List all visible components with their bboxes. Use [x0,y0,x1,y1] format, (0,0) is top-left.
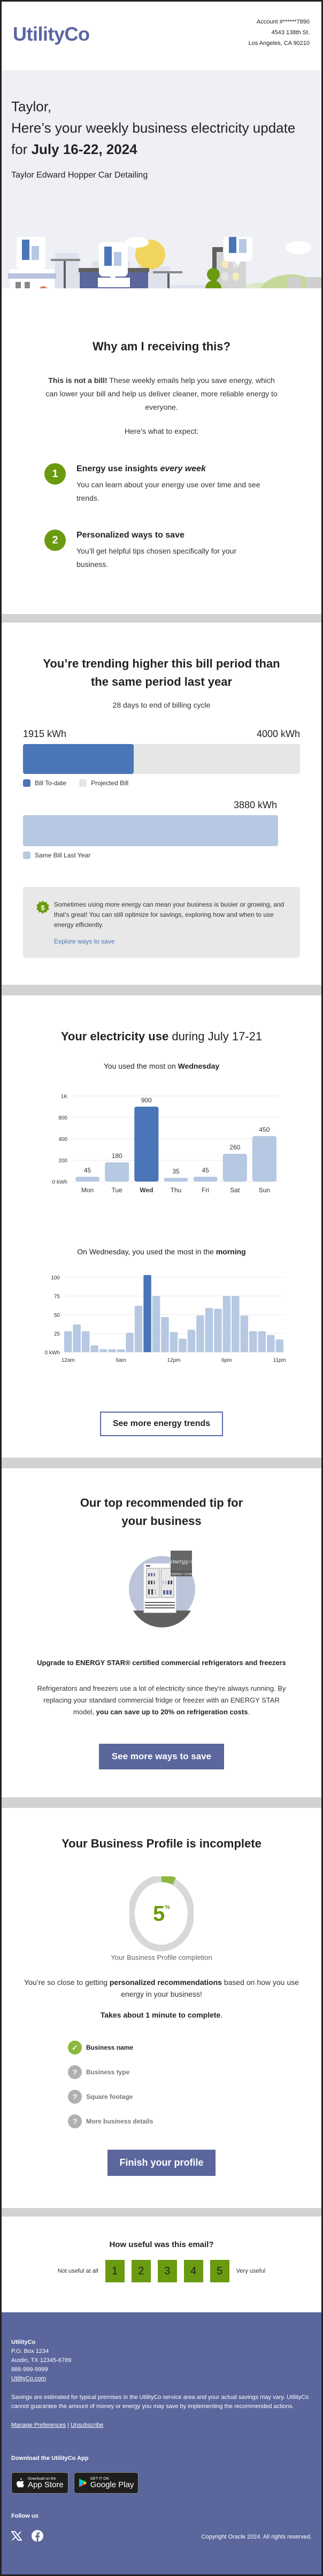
tip-body [23,1683,300,1718]
hourly-prefix: On Wednesday, you used the most in the [77,1247,216,1256]
svg-text:100: 100 [51,1275,60,1281]
time-bold: Takes about 1 minute to complete [100,2011,221,2019]
chart-bubble-icon [17,237,45,273]
lead-plain: You’re so close to getting [24,1978,110,1987]
why-lead [44,374,279,414]
chart-bubble-icon [224,237,252,266]
svg-text:Mon: Mon [81,1186,94,1194]
tip-body-plain: Refrigerators and freezers use a lot of electricity since they're always running. By replacing your standard commercial fridge or freezer with an ENERGY STAR model, [37,1684,286,1716]
svg-text:400: 400 [58,1137,67,1143]
projected-swatch [79,779,87,787]
step-desc: You can learn about your energy use over time and see trends. [76,480,260,502]
tip-body-bold: you can save up to 20% on refrigeration costs [96,1708,248,1716]
rating-option-1[interactable]: 1 [105,2260,125,2282]
step-number-icon: 2 [44,530,66,551]
svg-text:energy☆: energy☆ [169,1559,194,1565]
svg-text:11pm: 11pm [273,1358,286,1363]
usage-title-bold: Your electricity use [60,1030,169,1043]
question-icon: ? [68,2090,82,2104]
daily-prefix: You used the most on [103,1062,178,1070]
rating-scale [2,2260,321,2282]
step-title-plain: Personalized ways to save [76,531,184,540]
footer-company: UtilityCo [11,2339,36,2345]
checklist-label: More business details [86,2118,153,2125]
not-a-bill: This is not a bill! [48,376,107,385]
percent-value: 5 [152,1902,165,1926]
svg-text:1K: 1K [60,1094,67,1100]
steps-list [44,463,300,571]
time-end: . [220,2011,223,2019]
checklist-item[interactable] [68,2090,300,2104]
legend-last-year: Same Bill Last Year [35,852,91,859]
why-title: Why am I receiving this? [93,340,230,353]
svg-text:0 kWh: 0 kWh [52,1179,67,1185]
footer-city: Austin, TX 12345-6789 [11,2357,72,2364]
app-store-button[interactable] [11,2472,68,2494]
svg-text:Sun: Sun [258,1186,271,1194]
footer-phone: 888-999-9999 [11,2366,48,2373]
svg-text:Sat: Sat [230,1186,240,1194]
svg-text:260: 260 [229,1144,241,1151]
appstore-big: App Store [28,2480,64,2489]
rating-option-5[interactable]: 5 [210,2260,229,2282]
last-year-bar [23,815,278,846]
step-number-icon: 1 [44,463,66,485]
svg-text:6am: 6am [116,1358,126,1363]
step-item [44,530,300,571]
tip-body-end: . [248,1708,250,1716]
footer-po: P.O. Box 1234 [11,2348,49,2355]
section-divider [2,2208,321,2217]
usage-section [2,995,321,1458]
profile-checklist [68,2041,300,2128]
app-store-badges [11,2472,312,2494]
facebook-icon[interactable] [32,2530,43,2543]
question-icon: ? [68,2114,82,2128]
section-divider [2,985,321,995]
svg-text:200: 200 [58,1158,67,1164]
checklist-label: Business name [86,2044,134,2051]
finish-profile-button[interactable]: Finish your profile [107,2150,215,2176]
billing-cycle: 28 days to end of billing cycle [112,701,211,709]
checklist-label: Square footage [86,2093,133,2100]
svg-text:25: 25 [53,1331,60,1337]
rating-option-2[interactable]: 2 [132,2260,151,2282]
tip-title: Our top recommended tip for your business [80,1496,243,1528]
question-icon: ? [68,2065,82,2079]
svg-text:45: 45 [202,1167,209,1174]
business-name: Taylor Edward Hopper Car Detailing [11,171,148,180]
checklist-item[interactable] [68,2114,300,2128]
hourly-bold: morning [216,1247,246,1256]
google-play-icon [79,2478,87,2488]
checklist-item[interactable] [68,2065,300,2079]
usage-title [23,1028,300,1046]
svg-text:50: 50 [53,1313,60,1318]
svg-text:75: 75 [53,1294,60,1300]
projected-kwh: 4000 kWh [256,729,300,739]
daily-usage-chart [39,1081,284,1209]
daily-bold: Wednesday [178,1062,220,1070]
last-year-swatch [23,852,30,859]
time-estimate [23,2011,300,2019]
unsubscribe-link[interactable]: Unsubscribe [71,2422,104,2428]
check-icon: ✓ [68,2041,82,2054]
explore-ways-link[interactable]: Explore ways to save [54,938,115,945]
svg-text:6pm: 6pm [221,1358,232,1363]
section-divider [2,614,321,623]
recommended-tip-section [2,1468,321,1797]
hourly-usage-chart [33,1267,290,1374]
step-item [44,463,300,505]
town-illustration [2,237,321,288]
download-app-label: Download the UtilityCo App [11,2455,89,2462]
rating-low-label: Not useful at all [57,2268,98,2274]
google-play-button[interactable] [74,2472,139,2494]
svg-text:0 kWh: 0 kWh [44,1350,60,1356]
hero-banner [2,70,321,288]
legend-to-date: Bill To-date [35,779,67,787]
svg-text:180: 180 [111,1152,122,1160]
x-twitter-icon[interactable] [11,2531,22,2542]
title-prefix: Here’s your weekly business electricity update for [11,120,296,157]
completion-caption: Your Business Profile completion [111,1953,212,1961]
svg-text:12am: 12am [61,1358,75,1363]
see-more-trends-button[interactable]: See more energy trends [100,1412,223,1436]
checklist-item[interactable] [68,2041,300,2054]
social-icons [11,2530,43,2543]
step-desc: You’ll get helpful tips chosen specifically for your business. [76,547,237,569]
why-section [2,288,321,614]
to-date-kwh: 1915 kWh [23,729,67,739]
completion-percent [129,1902,194,1926]
dollar-badge-icon [36,901,50,915]
title-date: July 16-22, 2024 [31,141,137,157]
feedback-section [2,2217,321,2312]
utilityco-logo[interactable]: UtilityCo [13,23,90,45]
feedback-question: How useful was this email? [109,2240,214,2249]
hero-title [11,96,312,160]
gplay-big: Google Play [90,2480,134,2489]
svg-text:35: 35 [172,1168,180,1175]
insight-tip-box [23,887,300,958]
apple-icon [16,2478,25,2488]
svg-text:12pm: 12pm [167,1358,181,1363]
chart-bubble-icon [99,242,128,281]
svg-text:Thu: Thu [170,1186,182,1194]
manage-preferences-link[interactable]: Manage Preferences [11,2422,66,2428]
percent-sign: % [165,1904,171,1911]
account-city: Los Angeles, CA 90210 [248,40,310,47]
tip-headline: Upgrade to ENERGY STAR® certified commercial refrigerators and freezers [37,1659,286,1667]
expect-label: Here’s what to expect: [124,427,199,435]
why-lead-text: These weekly emails help you save energy, which can lower your bill and help us deliver cleaner, more reliable energy to everyone. [45,376,278,411]
last-year-kwh: 3880 kWh [233,800,277,810]
rating-option-4[interactable]: 4 [184,2260,203,2282]
svg-text:45: 45 [83,1167,91,1174]
usage-title-rest: during July 17-21 [168,1030,263,1043]
checklist-label: Business type [86,2068,130,2076]
last-year-legend [23,852,300,859]
footer-links [11,2422,312,2428]
profile-completion-donut [129,1876,194,1951]
footer-disclaimer: Savings are estimated for typical premises in the UtilityCo service area and your actual savings may vary. UtilityCo cannot guarantee the amount of money or energy you may save by implementing the recommended actions. [11,2394,309,2410]
section-divider [2,1797,321,1808]
profile-title: Your Business Profile is incomplete [61,1837,262,1850]
lead-bold: personalized recommendations [109,1978,222,1987]
profile-lead [23,1976,300,2000]
see-more-ways-button[interactable]: See more ways to save [99,1744,224,1769]
svg-text:ENERGY STAR: ENERGY STAR [170,1573,193,1576]
footer [2,2312,321,2574]
step-title-italic: every week [160,464,206,473]
to-date-bar [23,744,134,774]
projected-bar [23,744,300,774]
step-title [76,531,269,540]
svg-text:$: $ [41,903,45,912]
business-profile-section [2,1808,321,2208]
copyright: Copyright Oracle 2024. All rights reserved. [201,2533,312,2540]
appstore-small: Download on the [28,2477,56,2481]
section-divider [2,1458,321,1468]
svg-text:Wed: Wed [140,1186,153,1194]
account-street: 4543 138th St. [271,29,310,36]
lead-rest: based on how you use energy in your business! [121,1978,299,1998]
email-header [2,2,321,70]
hourly-subtitle [23,1247,300,1256]
rating-option-3[interactable]: 3 [158,2260,177,2282]
trend-section [2,623,321,985]
svg-text:800: 800 [58,1115,67,1121]
svg-text:Tue: Tue [111,1186,122,1194]
greeting: Taylor, [11,98,52,114]
follow-us-label: Follow us [11,2513,39,2519]
tip-text: Sometimes using more energy can mean your business is busier or growing, and that’s great! You can still optimize for savings, exploring how and when to use energy efficiently. [54,901,284,929]
account-info [249,17,310,49]
svg-text:450: 450 [259,1126,270,1133]
kwh-labels [23,729,300,740]
trend-title: You’re trending higher this bill period than the same period last year [43,657,280,688]
legend-projected: Projected Bill [91,779,129,787]
rating-high-label: Very useful [236,2268,266,2274]
svg-text:Fri: Fri [202,1186,210,1194]
step-title-plain: Energy use insights [76,464,160,473]
bill-legend [23,779,300,787]
step-title [76,464,269,474]
footer-site-link[interactable]: UtilityCo.com [11,2375,46,2382]
to-date-swatch [23,779,30,787]
daily-subtitle [23,1062,300,1070]
gplay-small: GET IT ON [90,2477,109,2481]
social-row [11,2530,312,2543]
account-number: Account #******7890 [256,19,310,25]
svg-text:900: 900 [141,1097,152,1104]
link-divider: | [67,2422,70,2428]
refrigerator-illustration [127,1551,196,1631]
